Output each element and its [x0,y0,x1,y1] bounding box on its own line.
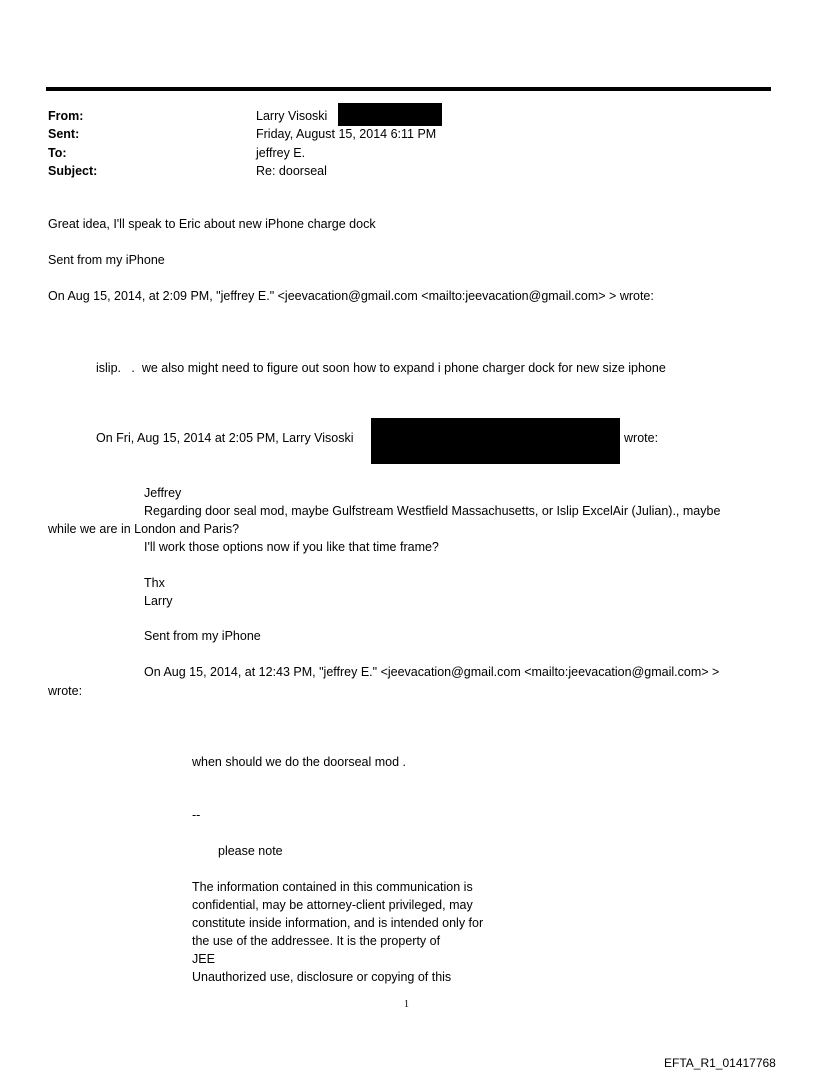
disclaimer-line: The information contained in this communication is [192,880,473,894]
page-number: 1 [404,999,409,1010]
quote-header-wrote: wrote: [624,431,659,445]
quote-header: On Aug 15, 2014, at 2:09 PM, "jeffrey E." <jeevacation@gmail.com <mailto:jeevacation@gmail.com> > wrote: [48,289,654,303]
signature-line: Sent from my iPhone [48,253,165,267]
disclaimer-line: constitute inside information, and is intended only for [192,916,484,930]
redaction-email [371,418,620,464]
message-line: Regarding door seal mod, maybe Gulfstream Westfield Massachusetts, or Islip ExcelAir (Julian)., maybe [144,504,721,518]
sent-value: Friday, August 15, 2014 6:11 PM [256,127,437,141]
greeting: Jeffrey [144,486,182,500]
subject-value: Re: doorseal [256,164,327,178]
disclaimer-line: confidential, may be attorney-client privileged, may [192,898,473,912]
quote-header: On Aug 15, 2014, at 12:43 PM, "jeffrey E." <jeevacation@gmail.com <mailto:jeevacation@gmail.com> > [144,665,720,679]
reply-text: Great idea, I'll speak to Eric about new iPhone charge dock [48,217,376,231]
from-value: Larry Visoski [256,109,328,123]
signature-line: Sent from my iPhone [144,629,261,643]
disclaimer-line: Unauthorized use, disclosure or copying of this [192,970,452,984]
disclaimer-line: JEE [192,952,215,966]
quoted-message: islip. . we also might need to figure out soon how to expand i phone charger dock for new size iphone [96,361,666,375]
document-id: EFTA_R1_01417768 [664,1056,776,1070]
from-label: From: [48,109,84,123]
message-line: while we are in London and Paris? [48,522,240,536]
signature-separator: -- [192,808,201,822]
subject-label: Subject: [48,164,98,178]
sign-off: Thx [144,576,165,590]
sender-name: Larry [144,594,173,608]
disclaimer-line: the use of the addressee. It is the property of [192,934,441,948]
quote-header-wrote: wrote: [48,684,83,698]
quoted-message: when should we do the doorseal mod . [192,755,407,769]
to-value: jeffrey E. [256,146,306,160]
message-line: I'll work those options now if you like that time frame? [144,540,439,554]
to-label: To: [48,146,67,160]
header-rule [46,87,771,91]
redaction-from-email [338,103,442,126]
sent-label: Sent: [48,127,80,141]
quote-header: On Fri, Aug 15, 2014 at 2:05 PM, Larry Visoski [96,431,354,445]
please-note: please note [218,844,283,858]
